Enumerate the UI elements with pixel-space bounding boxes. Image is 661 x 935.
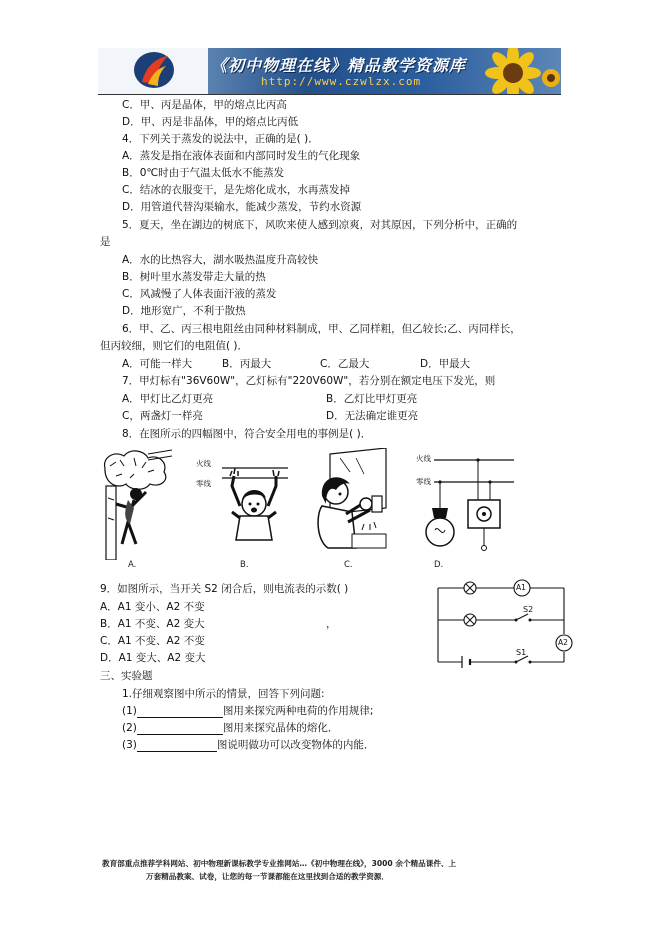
item2-blank[interactable]	[137, 723, 223, 735]
q7-option-d: D．无法确定谁更亮	[326, 410, 419, 422]
q9-option-c: C．A1 不变、A2 不变	[100, 635, 205, 647]
q4-option-b: B．0℃时由于气温太低水不能蒸发	[122, 167, 285, 179]
q5-stem-line2: 是	[100, 236, 111, 248]
figure-d-lamp-wiring	[404, 448, 514, 560]
figure-b-fire-wire-label: 火线	[196, 459, 211, 468]
q7-option-b: B．乙灯比甲灯更亮	[326, 393, 418, 405]
q8-stem: 8．在图所示的四幅图中，符合安全用电的事例是( )．	[122, 428, 372, 440]
item3-blank[interactable]	[137, 740, 217, 752]
q3-option-c: C．甲、丙是晶体，甲的熔点比丙高	[122, 99, 287, 111]
figure-b-neutral-wire-label: 零线	[196, 479, 211, 488]
section3-item3	[122, 738, 374, 752]
q6-stem-line2: 但丙较细，则它们的电阻值( )．	[100, 340, 249, 352]
q4-stem: 4．下列关于蒸发的说法中，正确的是( )．	[122, 133, 319, 145]
q7-stem: 7．甲灯标有"36V60W"，乙灯标有"220V60W"，若分别在额定电压下发光，则	[122, 375, 496, 387]
item3-number: (3)	[122, 739, 137, 751]
figure-d-fire-wire-label: 火线	[416, 454, 431, 463]
q9-comma: ，	[326, 618, 337, 630]
circuit-label-a1: A1	[516, 583, 526, 592]
q5-option-d: D．地形宽广，不利于散热	[122, 305, 246, 317]
item1-blank[interactable]	[137, 706, 223, 718]
q6-option-d: D．甲最大	[420, 358, 471, 370]
q4-option-c: C．结冰的衣服变干，是先熔化成水，水再蒸发掉	[122, 184, 350, 196]
lamp-icon	[464, 582, 476, 594]
header-rule	[98, 94, 561, 95]
q6-stem-line1: 6．甲、乙、丙三根电阻丝由同种材料制成，甲、乙同样粗，但乙较长;乙、丙同样长，	[122, 323, 521, 335]
q9-circuit-diagram	[432, 578, 576, 670]
item2-text: 图用来探究晶体的熔化．	[222, 722, 339, 734]
figure-c-caption: C.	[344, 560, 353, 570]
figure-d-neutral-wire-label: 零线	[416, 477, 431, 486]
q5-stem-line1: 5．夏天，坐在湖边的树底下，风吹来使人感到凉爽，对其原因，下列分析中，正确的	[122, 219, 518, 231]
section3-item2	[122, 721, 338, 735]
q9-stem: 9．如图所示，当开关 S2 闭合后，则电流表的示数( )	[100, 583, 349, 595]
figure-c-wet-hands-outlet	[300, 448, 392, 560]
item2-number: (2)	[122, 722, 137, 734]
circuit-label-s2: S2	[523, 605, 534, 614]
banner-title: 《初中物理在线》精品教学资源库	[211, 56, 467, 75]
sunflower-icon	[463, 48, 561, 94]
circuit-label-s1: S1	[516, 648, 527, 657]
figure-d-caption: D.	[434, 560, 444, 570]
q6-option-a: A．可能一样大	[122, 358, 193, 370]
q5-option-a: A．水的比热容大，湖水吸热温度升高较快	[122, 254, 319, 266]
q6-option-c: C．乙最大	[320, 358, 370, 370]
lamp-icon	[464, 614, 476, 626]
item1-text: 图用来探究两种电荷的作用规律;	[222, 705, 374, 717]
header-banner	[98, 48, 561, 94]
q7-option-c: C，两盏灯一样亮	[122, 410, 203, 422]
footer-line2: 万套精品教案、试卷，让您的每一节课都能在这里找到合适的教学资源．	[146, 872, 389, 881]
circuit-label-a2: A2	[558, 638, 568, 647]
figure-a-tree-climb	[100, 448, 172, 560]
figure-a-caption: A.	[128, 560, 137, 570]
q9-option-d: D．A1 变大、A2 变大	[100, 652, 206, 664]
section3-item1	[122, 704, 373, 718]
q7-option-a: A．甲灯比乙灯更亮	[122, 393, 214, 405]
section3-title: 三、实验题	[100, 670, 153, 682]
figure-b-caption: B.	[240, 560, 249, 570]
q4-option-a: A．蒸发是指在液体表面和内部同时发生的气化现象	[122, 150, 361, 162]
q9-option-a: A．A1 变小、A2 不变	[100, 601, 205, 613]
section3-q1-stem: 1.仔细观察图中所示的情景，回答下列问题:	[122, 688, 325, 700]
q4-option-d: D．用管道代替沟渠输水，能减少蒸发，节约水资源	[122, 201, 362, 213]
q5-option-b: B．树叶里水蒸发带走大量的热	[122, 271, 266, 283]
item3-text: 图说明做功可以改变物体的内能．	[216, 739, 375, 751]
q9-option-b: B．A1 不变、A2 变大	[100, 618, 205, 630]
item1-number: (1)	[122, 705, 137, 717]
logo-icon	[98, 48, 208, 94]
footer-line1: 教育部重点推荐学科网站、初中物理新课标教学专业推网站…《初中物理在线》，3000 余个精品课件、上	[102, 859, 457, 868]
q6-option-b: B．丙最大	[222, 358, 272, 370]
banner-url: http://www.czwlzx.com	[261, 75, 422, 88]
q3-option-d: D．甲、丙是非晶体，甲的熔点比丙低	[122, 116, 299, 128]
q5-option-c: C．风减慢了人体表面汗液的蒸发	[122, 288, 277, 300]
